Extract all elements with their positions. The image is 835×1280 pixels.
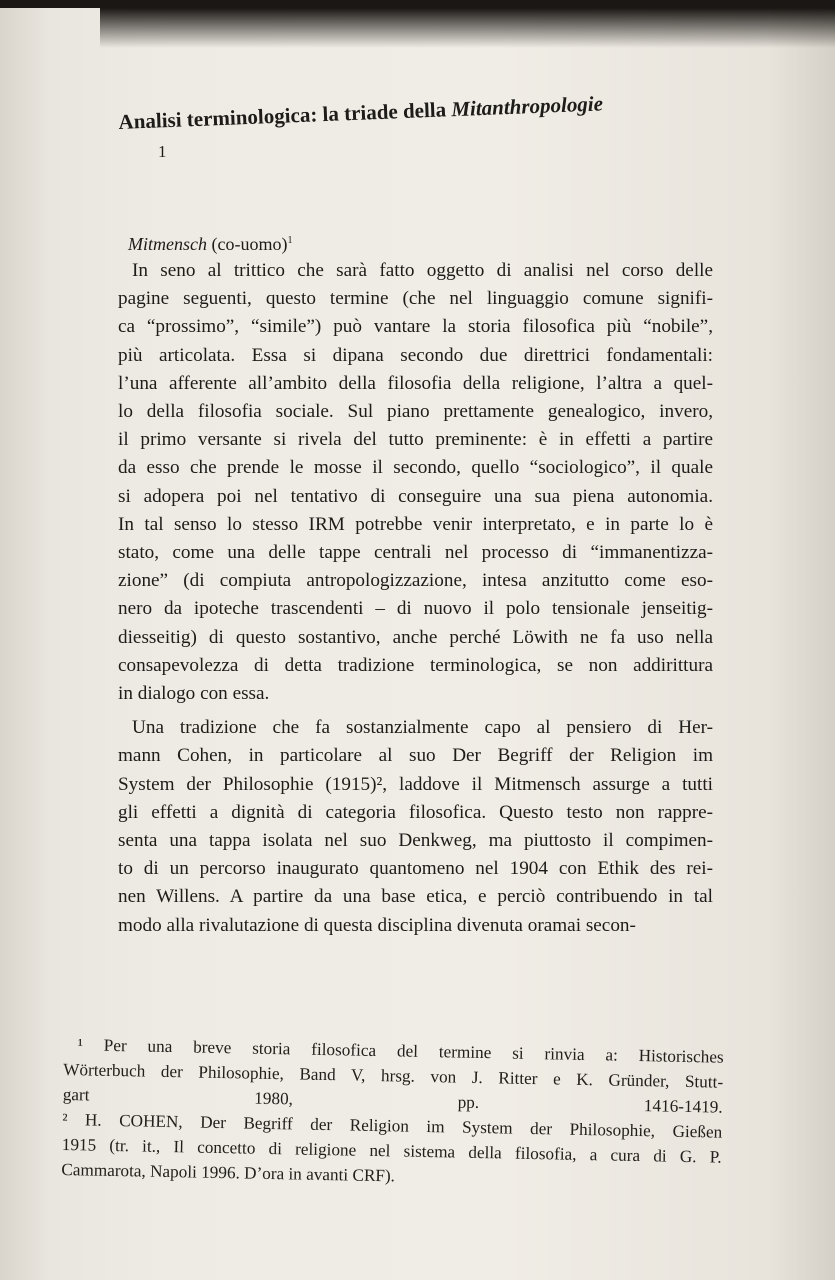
paragraph1-line: si adopera poi nel tentativo di conseguire una sua piena autonomia. [118, 485, 713, 507]
heading-text: Analisi terminologica: la triade della [118, 97, 452, 134]
paragraph1-line: il primo versante si rivela del tutto preminente: è in effetti a partire [118, 429, 713, 451]
paragraph-1 [118, 257, 713, 708]
footnotes-line: Wörterbuch der Philosophie, Band V, hrsg. von J. Ritter e K. Gründer, Stutt- [63, 1059, 724, 1092]
paragraph1-line: consapevolezza di detta tradizione terminologica, se non addirittura [118, 654, 713, 676]
paragraph1-line: più articolata. Essa si dipana secondo due direttrici fondamentali: [118, 344, 713, 366]
footnotes-line: ¹ Per una breve storia filosofica del termine si rinvia a: Historisches [77, 1035, 724, 1067]
chapter-number: 1 [158, 142, 167, 161]
paragraph1-line: In tal senso lo stesso IRM potrebbe venir interpretato, e in parte lo è [118, 513, 713, 535]
paragraph1-line: da esso che prende le mosse il secondo, quello “sociologico”, il quale [118, 457, 713, 479]
subtitle-footnote-marker: 1 [287, 235, 293, 246]
paragraph2-line: modo alla rivalutazione di questa disciplina divenuta oramai secon- [118, 914, 636, 936]
subtitle-plain: (co-uomo) [206, 234, 288, 254]
paragraph2-line: System der Philosophie (1915)², laddove il Mitmensch assurge a tutti [118, 773, 713, 795]
paragraph1-line: diesseitig) di questo sostantivo, anche perché Löwith ne fa uso nella [118, 626, 713, 648]
heading-italic-text: Mitanthropologie [450, 91, 604, 122]
paragraph1-line: pagine seguenti, questo termine (che nel linguaggio comune signifi- [118, 288, 713, 310]
paragraph2-line: gli effetti a dignità di categoria filosofica. Questo testo non rappre- [118, 801, 713, 823]
footnotes-line: gart 1980, pp. 1416-1419. [62, 1084, 723, 1117]
subtitle-italic: Mitmensch [128, 234, 207, 254]
page-content [118, 91, 713, 940]
paragraph2-line: to di un percorso inaugurato quantomeno nel 1904 con Ethik des rei- [118, 858, 713, 880]
paragraph2-line: Una tradizione che fa sostanzialmente capo al pensiero di Her- [132, 717, 713, 739]
paragraph1-line: l’una afferente all’ambito della filosofia della religione, l’altra a quel- [118, 372, 713, 394]
paragraph2-line: nen Willens. A partire da una base etica, e perciò contribuendo in tal [118, 886, 713, 908]
paragraph1-line: nero da ipoteche trascendenti – di nuovo il polo tensionale jenseitig- [118, 598, 713, 620]
paragraph2-line: senta una tappa isolata nel suo Denkweg, ma piuttosto il compimen- [118, 830, 713, 852]
paragraph1-line: zione” (di compiuta antropologizzazione, intesa anzitutto come eso- [118, 570, 713, 592]
paragraph-2 [118, 714, 713, 940]
footnotes [61, 1032, 724, 1195]
paragraph1-line: In seno al trittico che sarà fatto oggetto di analisi nel corso delle [132, 260, 713, 281]
footnotes-line: ² H. COHEN, Der Begriff der Religion im System der Philosophie, Gießen [62, 1109, 723, 1142]
book-page [0, 8, 835, 1280]
paragraph1-line: stato, come una delle tappe centrali nel processo di “immanentizza- [118, 542, 713, 564]
section-subtitle [128, 234, 713, 255]
paragraph1-line: lo della filosofia sociale. Sul piano prettamente genealogico, invero, [118, 401, 713, 423]
footnotes-line: 1915 (tr. it., Il concetto di religione nel sistema della filosofia, a cura di G. P. [61, 1134, 722, 1167]
page-top-shadow [100, 8, 835, 48]
paragraph2-line: mann Cohen, in particolare al suo Der Begriff der Religion im [118, 745, 713, 767]
paragraph1-line: ca “prossimo”, “simile”) può vantare la storia filosofica più “nobile”, [118, 316, 713, 338]
footnotes-line: Cammarota, Napoli 1996. D’ora in avanti CRF). [61, 1159, 396, 1186]
paragraph1-line: in dialogo con essa. [118, 683, 270, 705]
chapter-heading [118, 85, 714, 136]
